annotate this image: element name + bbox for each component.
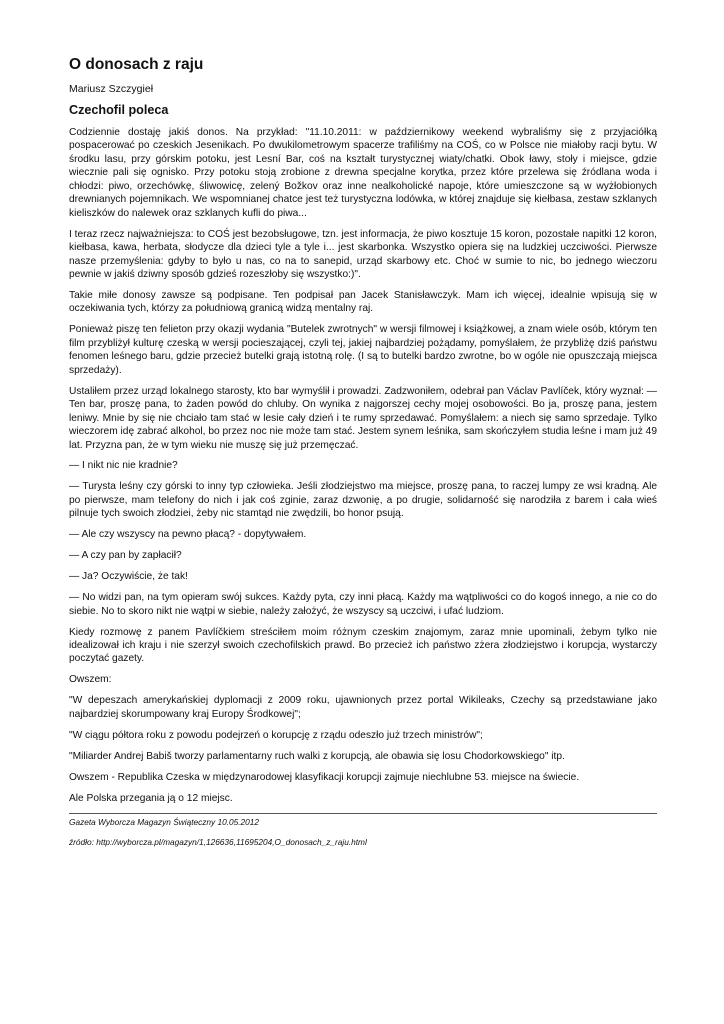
document-page: [69, 56, 657, 848]
footer-divider: [69, 813, 657, 814]
article-paragraph: Ale Polska przegania ją o 12 miejsc.: [69, 792, 233, 804]
article-paragraph: "W ciągu półtora roku z powodu podejrzeń o korupcję z rządu odeszło już trzech ministrów";: [69, 729, 483, 741]
publication-line: Gazeta Wyborcza Magazyn Świąteczny 10.05.2012: [69, 816, 260, 827]
article-paragraph: Kiedy rozmowę z panem Pavlíčkiem streściłem moim różnym czeskim znajomym, zaraz mnie upominali, żebym tylko nie idealizował ich kraju i nie szerzył swoich czechofilskich prawd. Bo przecież ich państwo zżera złodziejstwo i korupcja, wystarczy poczytać gazety.: [69, 626, 657, 665]
article-paragraph: "Miliarder Andrej Babiš tworzy parlamentarny ruch walki z korupcją, ale obawia się losu Chodorkowskiego" itp.: [69, 750, 565, 762]
article-paragraph: — Turysta leśny czy górski to inny typ człowieka. Jeśli złodziejstwo ma miejsce, proszę pana, to raczej lumpy ze wsi kradną. Ale po pierwsze, mam telefony do nich i jak coś zginie, zaraz dzwonię, a po drugie, solidarność się narodziła z barem i cała wieś pilnuje tych swoich złodziei, żeby nic stamtąd nie zwędzili, bo honor psują.: [69, 481, 657, 520]
article-paragraph: — Ja? Oczywiście, że tak!: [69, 571, 188, 583]
source-url: źródło: http://wyborcza.pl/magazyn/1,126636,11695204,O_donosach_z_raju.html: [69, 836, 367, 847]
article-paragraph: Owszem - Republika Czeska w międzynarodowej klasyfikacji korupcji zajmuje niechlubne 53. miejsce na świecie.: [69, 771, 580, 783]
article-paragraph: I teraz rzecz najważniejsza: to COŚ jest bezobsługowe, tzn. jest informacja, że piwo kosztuje 15 koron, pozostałe napitki 12 koron, kiełbasa, kawa, herbata, słodycze dla dzieci tyle a tyle i... jest skarbonka. Wszystko opiera się na ludzkiej uczciwości. Pierwsze nasze przemyślenia: gdyby to było u nas, co na to sanepid, urząd skarbowy etc. Choć w sumie to nic, bo jednego wieczoru pewnie w jakiś dziwny sposób gdzieś rozeszłoby się wszystko:)".: [69, 228, 657, 281]
article-author: Mariusz Szczygieł: [69, 83, 154, 95]
section-heading: Czechofil poleca: [69, 103, 169, 117]
article-body: [69, 126, 657, 805]
article-paragraph: — No widzi pan, na tym opieram swój sukces. Każdy pyta, czy inni płacą. Każdy ma wątpliwości co do kogoś innego, a nie co do siebie. No to skoro nikt nie wątpi w siebie, należy założyć, że wszyscy są uczciwi, i ufać ludziom.: [69, 592, 657, 617]
article-paragraph: Takie miłe donosy zawsze są podpisane. Ten podpisał pan Jacek Stanisławczyk. Mam ich więcej, idealnie wpisują się w oczekiwania tych, którzy za południową granicą widzą mentalny raj.: [69, 289, 657, 315]
article-paragraph: Ustaliłem przez urząd lokalnego starosty, kto bar wymyślił i prowadzi. Zadzwoniłem, odebrał pan Václav Pavlíček, który wyznał: — Ten bar, proszę pana, to żaden powód do chluby. On wynika z najgorszej cechy mojej osobowości. Bo ja, proszę pana, jestem leniwy. Mnie by się nie chciało tam stać w lesie cały dzień i te rumy sprzedawać. Pomyślałem: a niech się samo sprzedaje. Tylko wieczorem idę zabrać alkohol, bo przez noc nie może tam stać. Jestem synem leśnika, sam skończyłem studia leśne i mam już 49 lat. Przyzna pan, że w tym wieku nie muszę się już przemęczać.: [69, 385, 657, 451]
article-paragraph: — A czy pan by zapłacił?: [69, 550, 182, 562]
article-paragraph: — I nikt nic nie kradnie?: [69, 460, 178, 472]
article-paragraph: — Ale czy wszyscy na pewno płacą? - dopytywałem.: [69, 529, 307, 541]
article-paragraph: "W depeszach amerykańskiej dyplomacji z 2009 roku, ujawnionych przez portal Wikileaks, Czechy są przedstawiane jako najbardziej skorumpowany kraj Europy Środkowej";: [69, 695, 657, 720]
article-title: O donosach z raju: [69, 56, 204, 73]
article-paragraph: Ponieważ piszę ten felieton przy okazji wydania "Butelek zwrotnych" w wersji filmowej i książkowej, a znam wiele osób, którym ten film przybliżył kulturę czeską w wersji pocieszającej, czyli tej, jakiej najbardziej pożądamy, pomyślałem, że przybliżę dziś państwu fenomen leśnego baru, gdzie przecież butelki grają istotną rolę. (I są to butelki bardzo zwrotne, bo w ogóle nie opuszczają miejsca sprzedaży).: [69, 324, 657, 376]
article-paragraph: Codziennie dostaję jakiś donos. Na przykład: "11.10.2011: w październikowy weekend wybraliśmy się z przyjaciółką pospacerować po czeskich Jesenikach. Po dwukilometrowym spacerze trafiliśmy na COŚ, co w Polsce nie miałoby racji bytu. W środku lasu, przy górskim potoku, jest Lesní Bar, coś na kształt turystycznej wiaty/chatki. Obok ławy, stoły i miejsce, gdzie wiecznie pali się ognisko. Przy potoku stoją zrobione z drewna specjalne korytka, przez które przelewa się źródlana woda i chłodzi: piwo, orzechówkę, śliwowicę, zelený Božkov oraz inne nealkoholické napoje, które umieszczone są w wyżłobionych drewnianych pojemnikach. We wspomnianej chatce jest też turystyczna lodówka, w której znajduje się kiełbasa, zestaw szklanych kieliszków do nalewek oraz szklanych kufli do piwa...: [69, 127, 657, 219]
article-paragraph: Owszem:: [69, 674, 112, 686]
